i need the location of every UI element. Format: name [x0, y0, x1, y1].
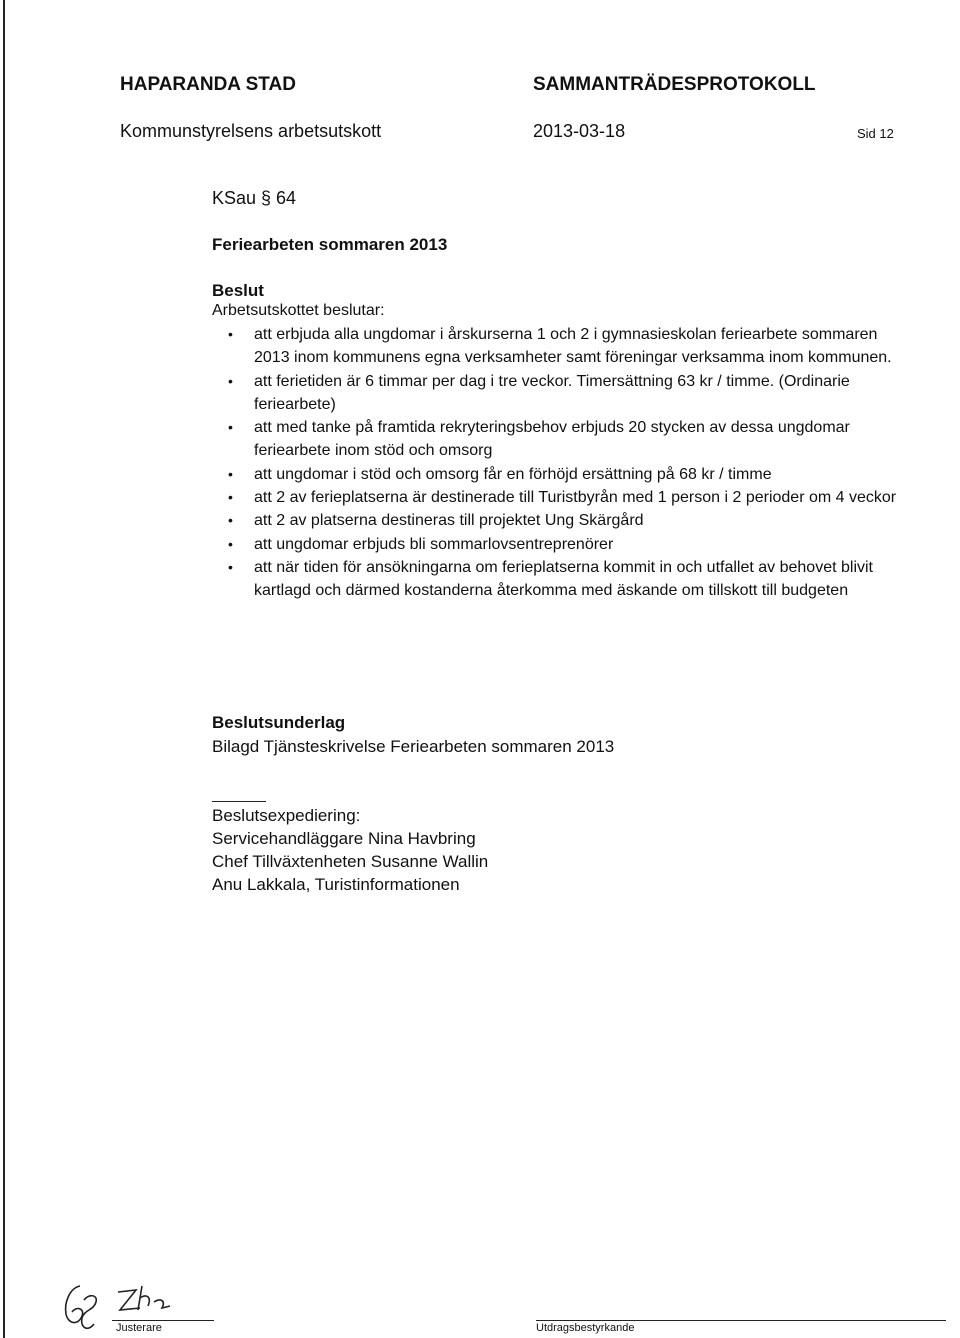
meeting-date: 2013-03-18 — [533, 121, 626, 141]
initials-signature-2 — [112, 1280, 178, 1320]
document-type: SAMMANTRÄDESPROTOKOLL — [533, 74, 816, 95]
decision-item: • att när tiden för ansökningarna om ferieplatserna kommit in och utfallet av behovet blivit kartlagd och därmed kostanderna återkomma med äskande om tillskott till budgeten — [212, 556, 912, 603]
initials-signature-1 — [58, 1280, 104, 1336]
section-title: Feriearbeten sommaren 2013 — [212, 235, 448, 254]
decision-item: • att ungdomar erbjuds bli sommarlovsentreprenörer — [212, 533, 912, 556]
utdrag-label: Utdragsbestyrkande — [536, 1322, 635, 1334]
decision-item: • att ungdomar i stöd och omsorg får en förhöjd ersättning på 68 kr / timme — [212, 463, 912, 486]
decision-item: • att med tanke på framtida rekryteringsbehov erbjuds 20 stycken av dessa ungdomar feriearbete inom stöd och omsorg — [212, 416, 912, 463]
beslut-heading: Beslut — [212, 281, 264, 300]
decision-item: • att erbjuda alla ungdomar i årskurserna 1 och 2 i gymnasieskolan feriearbete sommaren 2013 inom kommunens egna verksamheter samt föreningar verksamma inom kommunen. — [212, 323, 912, 370]
justerare-label: Justerare — [116, 1322, 162, 1334]
section-reference: KSau § 64 — [212, 188, 297, 208]
committee-name: Kommunstyrelsens arbetsutskott — [120, 121, 382, 141]
beslut-intro: Arbetsutskottet beslutar: — [212, 302, 385, 319]
recipient: Anu Lakkala, Turistinformationen — [212, 875, 460, 894]
expediering-heading: Beslutsexpediering: — [212, 806, 361, 825]
utdrag-line — [536, 1320, 946, 1321]
expediering-block — [212, 804, 488, 896]
underlag-heading: Beslutsunderlag — [212, 713, 346, 732]
underlag-text: Bilagd Tjänsteskrivelse Feriearbeten sommaren 2013 — [212, 737, 615, 756]
divider — [212, 801, 266, 802]
decision-item: • att 2 av platserna destineras till projektet Ung Skärgård — [212, 509, 912, 532]
decision-item: • att ferietiden är 6 timmar per dag i tre veckor. Timersättning 63 kr / timme. (Ordinarie feriearbete) — [212, 370, 912, 417]
page-number: Sid 12 — [857, 126, 894, 141]
recipient: Servicehandläggare Nina Havbring — [212, 829, 476, 848]
page-left-border — [3, 0, 5, 1338]
justerare-line — [112, 1320, 214, 1321]
org-name: HAPARANDA STAD — [120, 74, 296, 95]
decision-list — [212, 323, 912, 603]
decision-item: • att 2 av ferieplatserna är destinerade till Turistbyrån med 1 person i 2 perioder om 4 veckor — [212, 486, 912, 509]
recipient: Chef Tillväxtenheten Susanne Wallin — [212, 852, 489, 871]
